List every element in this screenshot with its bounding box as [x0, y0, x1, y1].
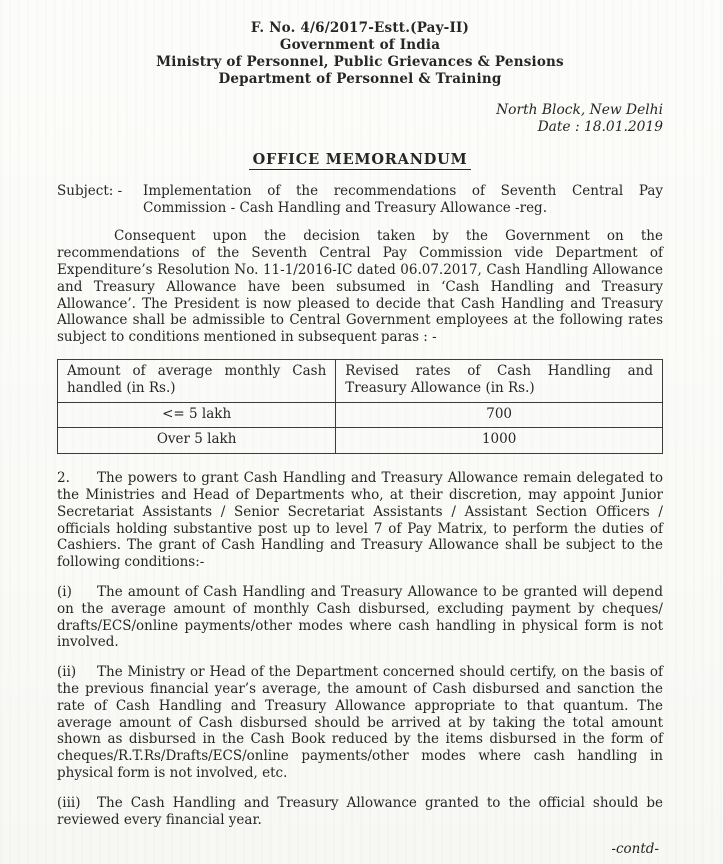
paragraph-2-text: The powers to grant Cash Handling and Treasury Allowance remain delegated to the Ministries and Head of Departments who, at their discretion, may appoint Junior Secretariat Assistants / Senior Secretariat Assistants / Assistant Section Officers / officials holding substantive post up to level 7 of Pay Matrix, to perform the duties of Cashiers. The grant of Cash Handling and Treasury Allowance shall be subject to the following conditions:-	[57, 470, 663, 571]
table-row	[58, 402, 663, 428]
ministry-line: Ministry of Personnel, Public Grievances & Pensions	[156, 54, 564, 70]
table-header-row	[58, 359, 663, 402]
letterhead	[57, 20, 663, 88]
condition-iii-number: (iii)	[57, 794, 81, 811]
paragraph-2-number: 2.	[57, 470, 70, 487]
condition-i-text: The amount of Cash Handling and Treasury Allowance to be granted will depend on the average amount of monthly Cash disbursed, excluding payment by cheques/ drafts/ECS/online payments/other modes where cash handling in physical form is not involved.	[57, 583, 663, 651]
condition-i-number: (i)	[57, 583, 72, 600]
table-cell-amount: <= 5 lakh	[58, 402, 336, 428]
contd-marker: -contd-	[611, 841, 659, 858]
table-cell-rate: 1000	[336, 428, 663, 454]
paragraph-2	[57, 470, 663, 571]
condition-ii	[57, 664, 663, 782]
subject-label: Subject: -	[57, 182, 123, 199]
table-header-amount: Amount of average monthly Cash handled (in Rs.)	[58, 359, 336, 402]
subject-text: Implementation of the recommendations of Seventh Central Pay Commission - Cash Handling and Treasury Allowance -reg.	[143, 182, 663, 216]
place-line: North Block, New Delhi	[496, 102, 663, 118]
condition-iii	[57, 795, 663, 829]
condition-ii-text: The Ministry or Head of the Department concerned should certify, on the basis of the previous financial year’s average, the amount of Cash disbursed and sanction the rate of Cash Handling and Treasury Allowance appropriate to that quantum. The average amount of Cash disbursed should be arrived at by taking the total amount shown as disbursed in the Cash Book reduced by the items disbursed in the form of cheques/R.T.Rs/Drafts/ECS/online payments/other modes where cash handling in physical form is not involved, etc.	[57, 664, 663, 781]
department-line: Department of Personnel & Training	[218, 71, 502, 87]
table-row	[58, 428, 663, 454]
file-number: F. No. 4/6/2017-Estt.(Pay-II)	[250, 20, 470, 36]
date-line: Date : 18.01.2019	[537, 119, 663, 135]
condition-iii-text: The Cash Handling and Treasury Allowance granted to the official should be reviewed every financial year.	[57, 794, 663, 828]
table-cell-amount: Over 5 lakh	[58, 428, 336, 454]
memo-heading	[57, 152, 663, 169]
table-cell-rate: 700	[336, 402, 663, 428]
rates-table	[57, 359, 663, 454]
table-header-rates: Revised rates of Cash Handling and Treasury Allowance (in Rs.)	[336, 359, 663, 402]
memo-heading-text: OFFICE MEMORANDUM	[249, 151, 472, 170]
government-line: Government of India	[279, 37, 441, 53]
place-date-block	[57, 102, 663, 136]
subject-block	[57, 183, 663, 217]
paragraph-1: Consequent upon the decision taken by the Government on the recommendations of the Seventh Central Pay Commission vide Department of Expenditure’s Resolution No. 11-1/2016-IC dated 06.07.2017, Cash Handling Allowance and Treasury Allowance have been subsumed in ‘Cash Handling and Treasury Allowance’. The President is now pleased to decide that Cash Handling and Treasury Allowance shall be admissible to Central Government employees at the following rates subject to conditions mentioned in subsequent paras : -	[57, 228, 663, 346]
condition-ii-number: (ii)	[57, 664, 77, 681]
condition-i	[57, 584, 663, 651]
